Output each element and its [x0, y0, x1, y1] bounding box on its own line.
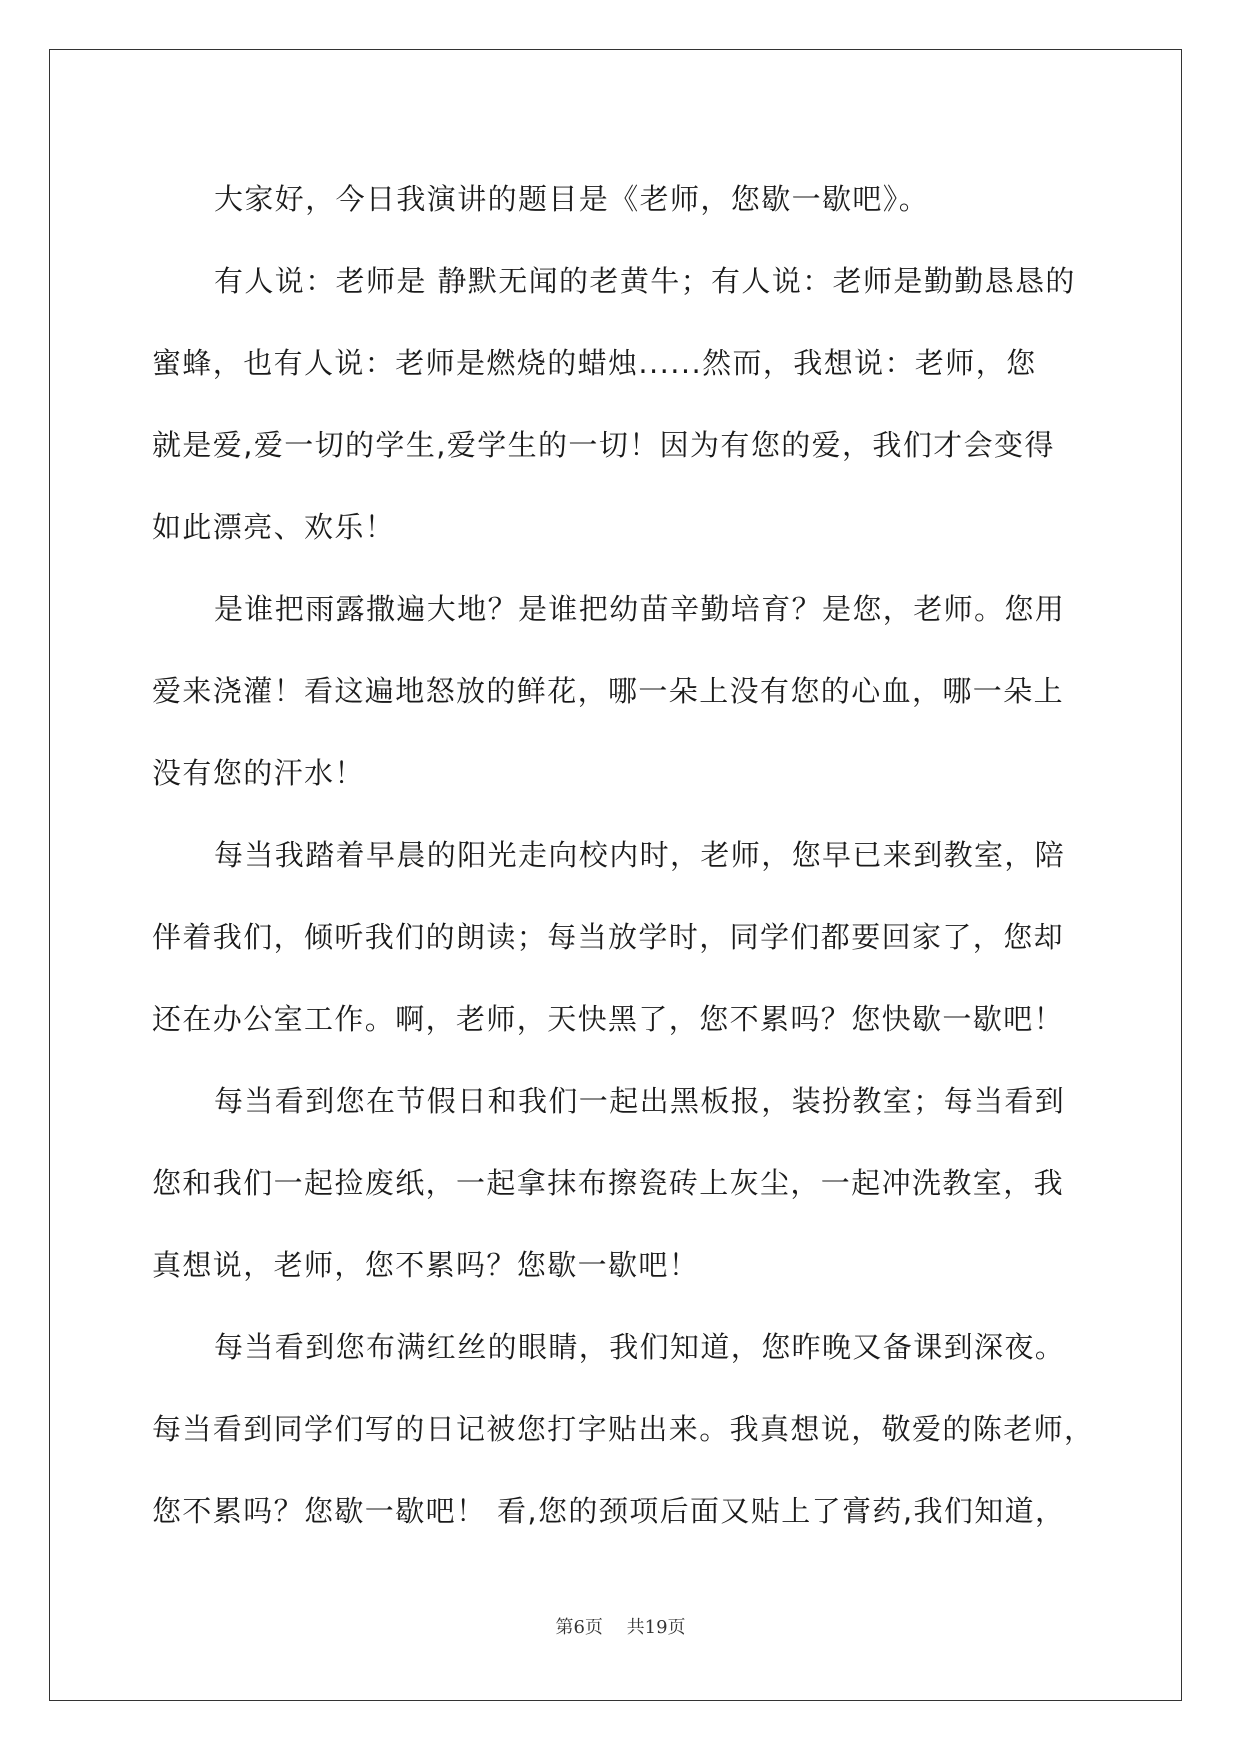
document-body — [152, 158, 1095, 1552]
text-line: 就是爱,爱一切的学生,爱学生的一切！因为有您的爱，我们才会变得 — [152, 428, 1055, 462]
text-line: 有人说：老师是 静默无闻的老黄牛；有人说：老师是勤勤恳恳的 — [214, 264, 1076, 298]
text-line: 每当看到您在节假日和我们一起出黑板报，装扮教室；每当看到 — [214, 1084, 1066, 1118]
text-line: 您不累吗？您歇一歇吧！ 看,您的颈项后面又贴上了膏药,我们知道， — [152, 1494, 1066, 1528]
page-number-current: 第6页 — [555, 1617, 603, 1638]
text-line: 还在办公室工作。啊，老师，天快黑了，您不累吗？您快歇一歇吧！ — [152, 1002, 1065, 1036]
text-line: 真想说，老师，您不累吗？您歇一歇吧！ — [152, 1248, 700, 1282]
text-line: 大家好，今日我演讲的题目是《老师，您歇一歇吧》。 — [214, 182, 930, 216]
text-line: 每当看到您布满红丝的眼睛，我们知道，您昨晚又备课到深夜。 — [214, 1330, 1066, 1364]
page-footer — [0, 1613, 1241, 1639]
text-line: 如此漂亮、欢乐！ — [152, 510, 396, 544]
page-number-total: 共19页 — [626, 1617, 686, 1638]
text-line: 没有您的汗水！ — [152, 756, 365, 790]
text-line: 爱来浇灌！看这遍地怒放的鲜花，哪一朵上没有您的心血，哪一朵上 — [152, 674, 1065, 708]
text-line: 伴着我们，倾听我们的朗读；每当放学时，同学们都要回家了，您却 — [152, 920, 1065, 954]
text-line: 您和我们一起捡废纸，一起拿抹布擦瓷砖上灰尘，一起冲洗教室，我 — [152, 1166, 1065, 1200]
text-line: 每当看到同学们写的日记被您打字贴出来。我真想说，敬爱的陈老师， — [152, 1412, 1095, 1446]
text-line: 是谁把雨露撒遍大地？是谁把幼苗辛勤培育？是您，老师。您用 — [214, 592, 1066, 626]
text-line: 每当我踏着早晨的阳光走向校内时，老师，您早已来到教室，陪 — [214, 838, 1066, 872]
text-line: 蜜蜂，也有人说：老师是燃烧的蜡烛......然而，我想说：老师，您 — [152, 346, 1037, 380]
